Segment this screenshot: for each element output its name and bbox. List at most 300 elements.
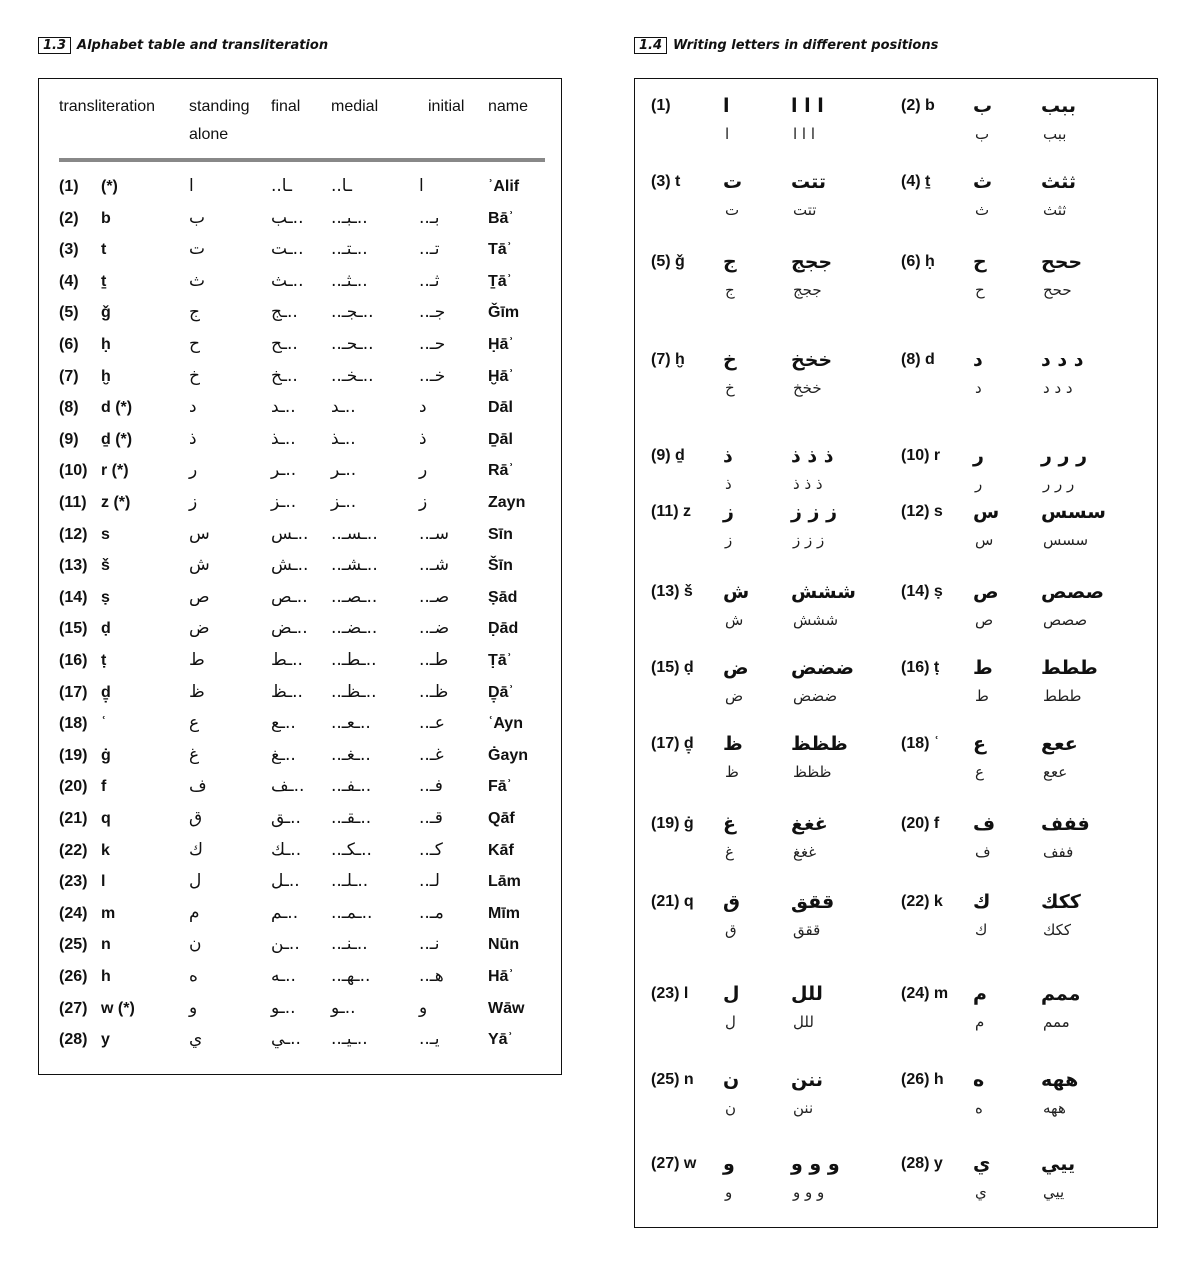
cell-alone: ب [189, 207, 206, 228]
cell-initial: خـ.. [419, 365, 446, 386]
cell-name: Ṣād [488, 588, 518, 606]
cell-tr: ṭ [101, 652, 107, 669]
printed-letter: ا [723, 95, 730, 117]
handwritten-letter: ر [975, 475, 983, 493]
printed-letter: ز [723, 501, 734, 523]
letter-label: (8) d [901, 351, 935, 368]
cell-num: (9) [59, 430, 79, 448]
cell-medial: ..ـمـ.. [331, 902, 373, 923]
cell-num: (6) [59, 336, 79, 353]
printed-letter: ذ [723, 445, 733, 467]
cell-initial: صـ.. [419, 586, 450, 607]
cell-name: Lām [488, 873, 521, 891]
cell-alone: ر [189, 460, 198, 481]
cell-num: (20) [59, 778, 88, 796]
cell-initial: و [419, 997, 428, 1018]
printed-connected: ششش [791, 581, 856, 603]
printed-letter: ر [973, 445, 984, 467]
handwritten-connected: ككك [1043, 921, 1072, 939]
section-number: 1.4 [634, 37, 667, 54]
handwritten-letter: ل [725, 1013, 736, 1031]
table-row [39, 329, 561, 360]
cell-num: (26) [59, 968, 88, 985]
cell-alone: غ [189, 744, 200, 765]
cell-tr: s [101, 525, 110, 543]
cell-num: (17) [59, 683, 88, 701]
cell-final: ..ـت [271, 239, 304, 260]
table-row [39, 519, 561, 550]
cell-final: ..ـغ [271, 744, 296, 765]
cell-name: Nūn [488, 936, 520, 954]
cell-tr: ṯ [101, 272, 107, 290]
cell-initial: ثـ.. [419, 270, 440, 291]
table-row [39, 266, 561, 297]
cell-name: ʾAlif [488, 178, 520, 195]
cell-alone: ك [189, 839, 204, 860]
cell-alone: ج [189, 302, 200, 323]
cell-name: ʿAyn [488, 715, 523, 733]
letter-label: (24) m [901, 985, 949, 1002]
cell-initial: ظـ.. [419, 681, 449, 702]
printed-letter: ت [723, 171, 743, 193]
printed-letter: ل [723, 983, 740, 1005]
cell-tr: y [101, 1031, 110, 1049]
cell-tr: t [101, 241, 107, 259]
table-row [39, 645, 561, 676]
table-row [39, 582, 561, 613]
handwritten-letter: ص [975, 611, 994, 629]
cell-medial: ..ـضـ.. [331, 618, 378, 639]
cell-medial: ..ـو [331, 997, 356, 1018]
cell-final: ..ـث [271, 270, 304, 291]
printed-connected: للل [791, 983, 823, 1005]
handwritten-letter: غ [725, 843, 734, 861]
handwritten-connected: ييي [1043, 1183, 1065, 1201]
cell-alone: ه [189, 966, 198, 986]
cell-name: Zayn [488, 494, 526, 511]
handwritten-letter: ح [975, 281, 985, 299]
cell-final: ..ـج [271, 302, 298, 323]
cell-final: ..ـل [271, 871, 300, 892]
cell-tr: ḏ̣ [101, 683, 111, 701]
cell-initial: ز [419, 492, 428, 512]
table-row [39, 1024, 561, 1055]
cell-tr: w (*) [101, 999, 135, 1017]
handwritten-connected: ععع [1043, 763, 1068, 781]
cell-name: Šīn [488, 557, 513, 575]
section-heading-1-4 [634, 37, 938, 54]
printed-connected: غغغ [791, 813, 828, 835]
handwritten-connected: تتت [793, 201, 817, 219]
cell-initial: كـ.. [419, 839, 443, 860]
handwritten-letter: ذ [725, 475, 732, 493]
handwritten-letter: ب [975, 125, 990, 143]
table-row [39, 203, 561, 234]
cell-medial: ..ـيـ.. [331, 1029, 368, 1050]
letter-label: (23) l [651, 985, 689, 1002]
cell-name: Qāf [488, 810, 515, 827]
cell-final: ..ـر [271, 460, 297, 481]
cell-tr: d (*) [101, 399, 133, 417]
cell-alone: و [189, 997, 198, 1018]
handwritten-connected: ححح [1043, 281, 1072, 299]
table-row [39, 361, 561, 392]
table-row [39, 424, 561, 455]
cell-alone: ق [189, 808, 203, 828]
cell-tr: h [101, 968, 111, 985]
handwritten-connected: للل [793, 1013, 814, 1031]
letter-label: (20) f [901, 815, 940, 832]
cell-name: Ġayn [488, 746, 529, 764]
cell-final: ..ـي [271, 1029, 301, 1050]
printed-letter: ض [723, 657, 749, 679]
cell-num: (28) [59, 1031, 88, 1049]
printed-connected: ككك [1041, 891, 1081, 913]
cell-tr: b [101, 209, 111, 227]
header-medial: medial [331, 98, 379, 115]
handwritten-connected: ققق [793, 921, 821, 939]
cell-final: ..ـح [271, 334, 298, 354]
printed-connected: ببب [1041, 95, 1077, 117]
cell-alone: ف [189, 776, 207, 797]
cell-final: ..ـط [271, 650, 303, 670]
cell-medial: ..ـنـ.. [331, 934, 368, 955]
handwritten-letter: ق [725, 921, 737, 939]
cell-tr: ʿ [101, 715, 107, 733]
cell-initial: ذ [419, 428, 427, 449]
cell-tr: k [101, 841, 110, 859]
cell-final: ..ـن [271, 934, 300, 955]
printed-letter: غ [723, 813, 736, 835]
handwritten-connected: ججج [793, 281, 822, 299]
cell-alone: ذ [189, 428, 197, 449]
cell-name: Tāʾ [488, 241, 512, 259]
letter-label: (19) ġ [651, 815, 694, 832]
cell-initial: نـ.. [419, 934, 440, 955]
handwritten-letter: ج [725, 281, 735, 299]
handwritten-connected: ظظظ [793, 763, 832, 781]
letter-label: (12) s [901, 503, 943, 520]
printed-connected: ققق [791, 891, 835, 913]
printed-letter: ث [973, 171, 993, 193]
handwritten-connected: ضضض [793, 687, 838, 705]
cell-alone: ش [189, 555, 210, 576]
cell-alone: خ [189, 365, 200, 386]
cell-tr: z (*) [101, 494, 131, 511]
cell-alone: ع [189, 713, 200, 734]
printed-connected: ا ا ا [791, 95, 824, 117]
cell-medial: ..ـخـ.. [331, 365, 374, 386]
handwritten-connected: ز ز ز [793, 531, 825, 549]
handwritten-connected: خخخ [793, 379, 822, 397]
cell-medial: ..ـكـ.. [331, 839, 372, 860]
printed-connected: ههه [1041, 1069, 1079, 1091]
cell-name: Ǧīm [488, 304, 520, 322]
cell-initial: د [419, 397, 427, 418]
printed-letter: و [723, 1153, 735, 1175]
cell-initial: قـ.. [419, 808, 443, 828]
cell-initial: شـ.. [419, 555, 450, 576]
header-transliteration: transliteration [59, 98, 156, 115]
cell-tr: ġ [101, 746, 111, 764]
table-row [39, 455, 561, 486]
writing-positions-table [634, 78, 1158, 1228]
letter-label: (14) ṣ [901, 583, 943, 600]
table-row [39, 171, 561, 202]
letter-label: (18) ʿ [901, 735, 940, 752]
handwritten-letter: و [725, 1183, 733, 1201]
cell-medial: ..ـسـ.. [331, 523, 378, 544]
letter-label: (5) ǧ [651, 253, 685, 270]
handwritten-connected: ننن [793, 1099, 814, 1117]
handwritten-letter: ز [725, 531, 733, 549]
printed-letter: م [973, 983, 987, 1005]
table-row [39, 835, 561, 866]
cell-tr: n [101, 936, 111, 954]
header-initial: initial [428, 98, 465, 115]
handwritten-connected: صصص [1043, 611, 1088, 629]
cell-initial: تـ.. [419, 239, 440, 260]
printed-letter: ح [973, 251, 987, 273]
cell-num: (18) [59, 715, 88, 733]
letter-cell [651, 497, 901, 587]
letter-cell [901, 887, 1151, 977]
table-row [39, 803, 561, 834]
cell-name: Ḍād [488, 620, 519, 638]
letter-label: (16) ṭ [901, 659, 940, 676]
handwritten-letter: ا [725, 125, 730, 143]
cell-initial: مـ.. [419, 902, 444, 923]
cell-alone: ز [189, 492, 198, 512]
letter-label: (2) b [901, 97, 935, 114]
handwritten-letter: ه [975, 1099, 983, 1117]
cell-medial: ..ـر [331, 460, 357, 481]
cell-num: (8) [59, 399, 79, 417]
printed-letter: ب [973, 95, 993, 117]
letter-label: (21) q [651, 893, 694, 910]
header-standing-alone: standing alone [189, 98, 250, 143]
cell-medial: ..ـشـ.. [331, 555, 378, 576]
section-heading-1-3 [38, 37, 328, 54]
table-row [39, 677, 561, 708]
letter-cell [901, 167, 1151, 257]
cell-num: (11) [59, 494, 87, 511]
cell-alone: ح [189, 334, 200, 354]
printed-connected: ننن [791, 1069, 823, 1091]
handwritten-letter: ي [975, 1183, 987, 1201]
cell-name: Ḏāl [488, 430, 513, 448]
letter-label: (15) ḍ [651, 659, 694, 676]
header-divider [59, 158, 545, 162]
cell-medial: ..ـصـ.. [331, 586, 378, 607]
cell-num: (25) [59, 936, 88, 954]
cell-num: (7) [59, 367, 79, 385]
letter-label: (22) k [901, 893, 943, 910]
cell-final: ..ـص [271, 586, 308, 607]
handwritten-letter: م [975, 1013, 985, 1031]
handwritten-letter: ظ [725, 763, 739, 781]
printed-letter: ص [973, 581, 999, 603]
printed-letter: ج [723, 251, 737, 273]
printed-connected: تتت [791, 171, 827, 193]
printed-connected: ثثث [1041, 171, 1077, 193]
cell-initial: هـ.. [419, 966, 444, 986]
cell-final: ..ـد [271, 397, 296, 418]
letter-cell [901, 979, 1151, 1069]
cell-num: (14) [59, 588, 88, 606]
cell-medial: ..ـطـ.. [331, 650, 377, 670]
cell-medial: ..ـلـ.. [331, 871, 369, 892]
handwritten-letter: س [975, 531, 994, 549]
printed-letter: ن [723, 1069, 740, 1091]
table-row [39, 234, 561, 265]
cell-name: Ṯāʾ [488, 272, 512, 290]
cell-num: (22) [59, 841, 88, 859]
printed-letter: ظ [723, 733, 743, 755]
printed-letter: خ [723, 349, 737, 371]
letter-label: (4) ṯ [901, 173, 931, 190]
cell-initial: ر [419, 460, 428, 481]
letter-label: (9) ḏ [651, 447, 685, 464]
printed-letter: ط [973, 657, 993, 679]
cell-final: ..ـخ [271, 365, 298, 386]
handwritten-connected: سسس [1043, 531, 1089, 549]
printed-connected: ييي [1041, 1153, 1076, 1175]
cell-name: Dāl [488, 399, 513, 417]
header-name: name [488, 98, 529, 115]
cell-tr: ḍ [101, 620, 111, 638]
letter-label: (7) ḫ [651, 351, 685, 368]
letter-label: (11) z [651, 503, 692, 520]
table-row [39, 550, 561, 581]
handwritten-letter: ف [975, 843, 991, 861]
letter-cell [901, 1065, 1151, 1155]
table-row [39, 740, 561, 771]
cell-initial: حـ.. [419, 334, 446, 354]
cell-final: ..ـس [271, 523, 309, 544]
handwritten-connected: ممم [1043, 1013, 1070, 1031]
handwritten-connected: غغغ [793, 843, 817, 861]
letter-label: (17) ḏ̣ [651, 735, 694, 752]
cell-tr: q [101, 810, 111, 827]
cell-medial: ..ـهـ.. [331, 966, 371, 986]
letter-cell [901, 809, 1151, 899]
cell-alone: ي [189, 1029, 203, 1050]
cell-tr: ḥ [101, 336, 111, 353]
cell-medial: ..ـبـ.. [331, 207, 368, 228]
cell-name: Kāf [488, 841, 514, 859]
cell-tr: ǧ [101, 304, 111, 322]
handwritten-letter: د [975, 379, 982, 397]
cell-name: Bāʾ [488, 209, 514, 227]
cell-alone: ث [189, 270, 206, 291]
handwritten-connected: ذ ذ ذ [793, 475, 823, 493]
table-row [39, 708, 561, 739]
cell-initial: ا [419, 176, 424, 196]
cell-final: ..ـز [271, 492, 297, 512]
handwritten-letter: ك [975, 921, 988, 939]
table-row [39, 297, 561, 328]
cell-final: ..ـع [271, 713, 296, 734]
cell-tr: ḏ (*) [101, 430, 133, 448]
letter-cell [901, 497, 1151, 587]
table-row [39, 898, 561, 929]
cell-name: Mīm [488, 904, 520, 922]
handwritten-connected: و و و [793, 1183, 825, 1201]
table-row [39, 771, 561, 802]
cell-initial: سـ.. [419, 523, 450, 544]
alphabet-table [38, 78, 562, 1075]
cell-num: (2) [59, 209, 79, 227]
cell-tr: f [101, 778, 107, 796]
printed-connected: ظظظ [791, 733, 848, 755]
cell-initial: جـ.. [419, 302, 446, 323]
cell-name: Sīn [488, 525, 513, 543]
table-row [39, 961, 561, 992]
cell-num: (13) [59, 557, 88, 575]
section-title: Writing letters in different positions [673, 38, 939, 53]
cell-alone: ظ [189, 681, 205, 702]
handwritten-letter: ن [725, 1099, 737, 1117]
handwritten-connected: ططط [1043, 687, 1082, 705]
cell-medial: ..ـجـ.. [331, 302, 374, 323]
letter-cell [651, 1065, 901, 1155]
letter-label: (6) ḥ [901, 253, 935, 270]
letter-label: (1) [651, 97, 671, 114]
table-row [39, 929, 561, 960]
cell-tr: (*) [101, 178, 118, 195]
cell-final: ..ـه [271, 966, 296, 986]
cell-final: ..ـو [271, 997, 296, 1018]
cell-name: Ḫāʾ [488, 367, 514, 385]
cell-name: Fāʾ [488, 778, 512, 796]
printed-connected: ممم [1041, 983, 1081, 1005]
printed-letter: ع [973, 733, 986, 755]
handwritten-letter: ض [725, 687, 744, 705]
printed-connected: سسس [1041, 501, 1106, 523]
cell-num: (23) [59, 873, 88, 891]
handwritten-letter: خ [725, 379, 735, 397]
printed-connected: ججج [791, 251, 833, 273]
cell-num: (19) [59, 746, 88, 764]
cell-medial: ..ـقـ.. [331, 808, 372, 828]
cell-name: Yāʾ [488, 1031, 513, 1049]
cell-num: (16) [59, 652, 88, 669]
printed-connected: ضضض [791, 657, 855, 679]
printed-letter: ق [723, 891, 740, 913]
printed-connected: ططط [1041, 657, 1098, 679]
handwritten-letter: ع [975, 763, 984, 781]
cell-final: ..ـب [271, 207, 304, 228]
cell-num: (12) [59, 525, 88, 543]
letter-cell [901, 729, 1151, 819]
printed-letter: ف [973, 813, 996, 835]
cell-final: ..ـض [271, 618, 308, 639]
handwritten-connected: ر ر ر [1043, 475, 1075, 493]
cell-alone: د [189, 397, 197, 418]
cell-name: Ḏ̣āʾ [488, 683, 514, 701]
handwritten-letter: ث [975, 201, 990, 219]
cell-alone: ط [189, 650, 205, 670]
cell-initial: غـ.. [419, 744, 444, 765]
cell-medial: ..ـذ [331, 428, 356, 449]
cell-final: ..ـف [271, 776, 305, 797]
printed-connected: د د د [1041, 349, 1084, 371]
cell-tr: r (*) [101, 462, 129, 480]
handwritten-connected: ههه [1043, 1099, 1066, 1117]
table-row [39, 993, 561, 1024]
cell-final: ..ـك [271, 839, 302, 860]
